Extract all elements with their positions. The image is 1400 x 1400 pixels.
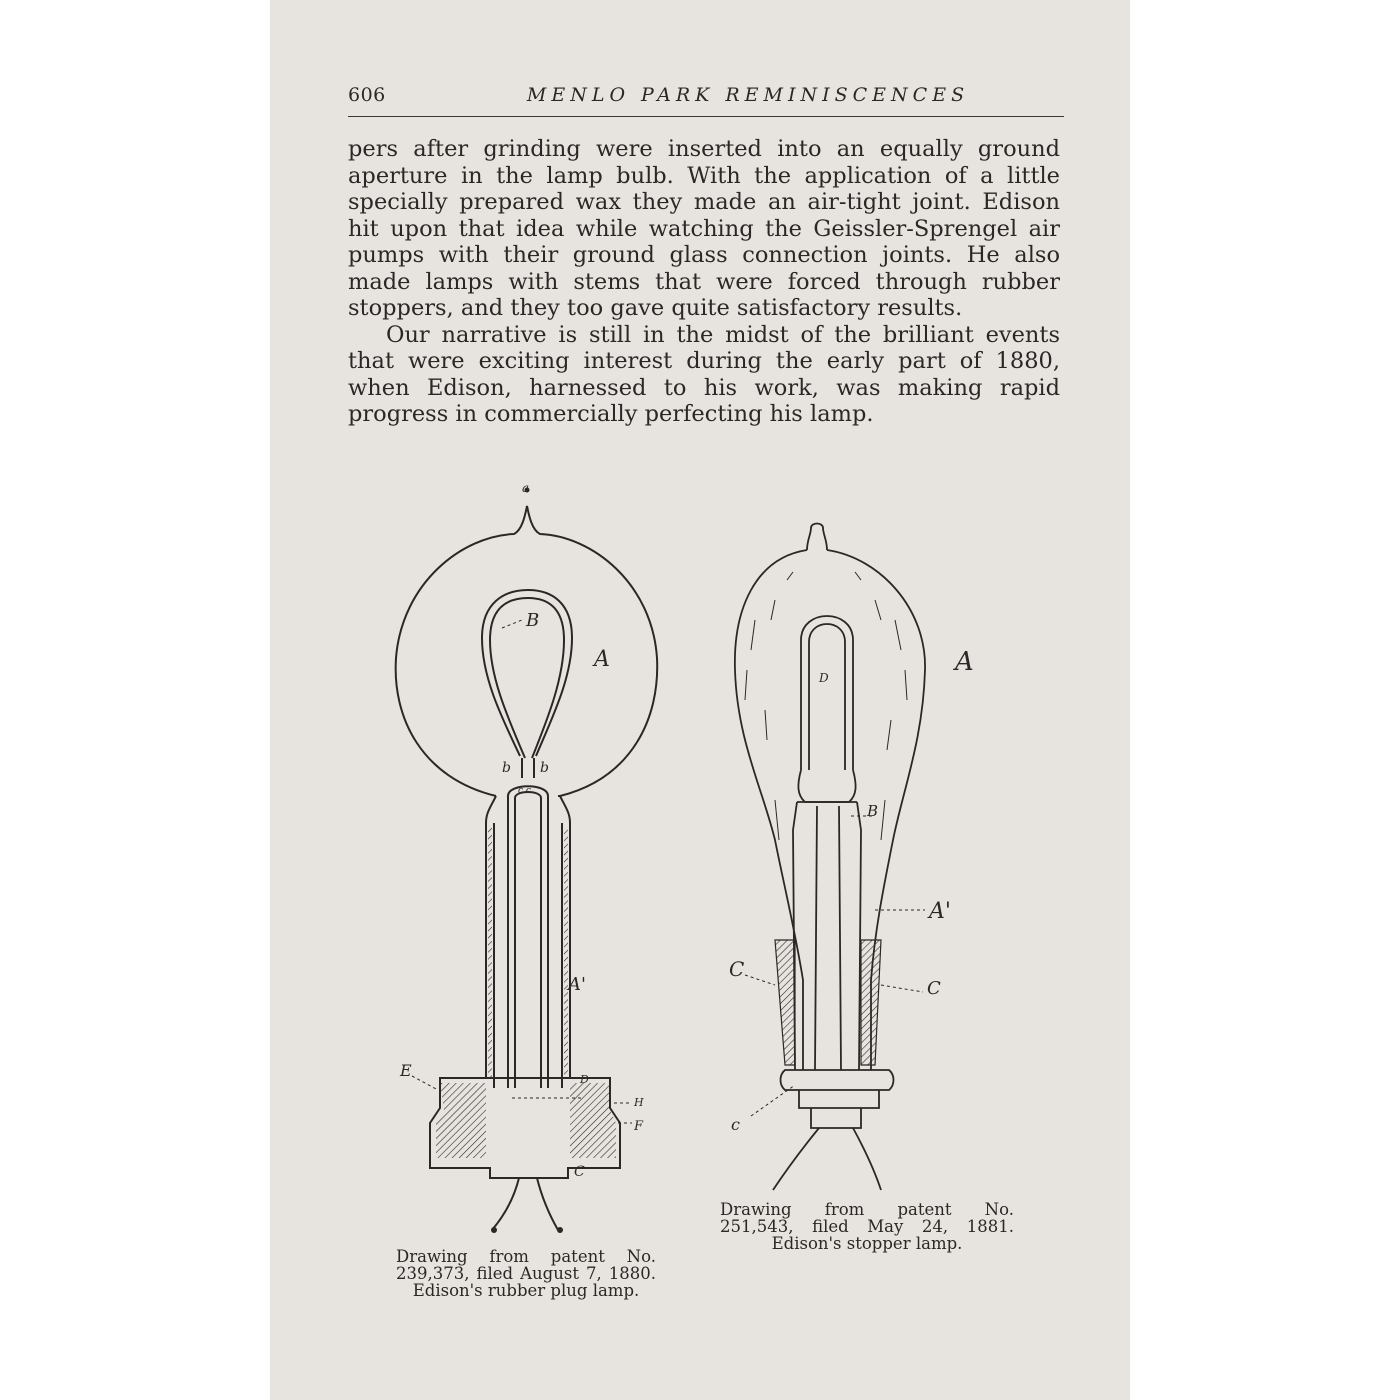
label-C-left: C xyxy=(729,957,745,981)
label-C: C xyxy=(574,1164,585,1180)
label-a-top: a xyxy=(522,481,530,495)
stopper-bulb-outline xyxy=(735,524,925,1191)
paragraph-2: Our narrative is still in the midst of the brilliant events that were exciting interest during the early part of 1880, when Edison, harnessed to his work, was making rapid progress in commercially perfecting his lamp. xyxy=(348,321,1060,427)
base-hatching xyxy=(436,828,616,1158)
glass-streaks xyxy=(745,572,907,840)
right-figure-caption xyxy=(720,1201,1014,1252)
stopper-lamp-drawing xyxy=(715,510,1045,1190)
label-cc: c c xyxy=(518,786,531,796)
right-caption-line-3: Edison's stopper lamp. xyxy=(771,1234,963,1253)
label-B: B xyxy=(526,610,540,631)
wire-end-dot-right xyxy=(557,1227,563,1233)
paragraph-1: pers after grinding were inserted into an equally ground aperture in the lamp bulb. With the application of a little specially prepared wax they made an air-tight joint. Edison hit upon that idea while watching the Geissler-Sprengel air pumps with their ground glass connection joints. He also made lamps with stems that were forced through rubber stoppers, and they too gave quite satisfactory results. xyxy=(348,136,1060,321)
label-A: A xyxy=(955,647,974,677)
label-D: D xyxy=(580,1073,589,1086)
wire-end-dot-left xyxy=(491,1227,497,1233)
label-b-left: b xyxy=(502,760,511,776)
label-A: A xyxy=(594,647,610,672)
label-A-prime: A' xyxy=(568,974,586,995)
label-E: E xyxy=(400,1061,412,1080)
label-b-right: b xyxy=(540,760,549,776)
book-page xyxy=(270,0,1130,1400)
label-D: D xyxy=(819,671,829,685)
label-c: c xyxy=(731,1115,740,1134)
right-caption-line-1: Drawing from patent No. xyxy=(720,1200,1014,1219)
label-B: B xyxy=(867,802,879,820)
page-number: 606 xyxy=(348,84,386,106)
left-figure-caption xyxy=(396,1248,656,1299)
left-caption-line-1: Drawing from patent No. xyxy=(396,1247,656,1266)
body-text xyxy=(348,136,1060,428)
running-title: MENLO PARK REMINISCENCES xyxy=(526,84,970,106)
stopper-dashed-leaders xyxy=(745,816,925,1116)
page-header xyxy=(348,84,1064,117)
label-F: F xyxy=(634,1119,644,1134)
rubber-plug-lamp-svg xyxy=(382,478,672,1238)
label-C-right: C xyxy=(927,978,941,999)
left-caption-line-2: 239,373, filed August 7, 1880. xyxy=(396,1264,656,1283)
dashed-leaders xyxy=(412,620,632,1123)
label-A-prime: A' xyxy=(929,899,951,924)
rubber-plug-lamp-drawing xyxy=(382,478,672,1238)
left-caption-line-3: Edison's rubber plug lamp. xyxy=(412,1281,640,1300)
stopper-lamp-svg xyxy=(715,510,1045,1190)
label-H: H xyxy=(634,1096,644,1109)
stopper-hatching xyxy=(775,940,881,1065)
right-caption-line-2: 251,543, filed May 24, 1881. xyxy=(720,1217,1014,1236)
